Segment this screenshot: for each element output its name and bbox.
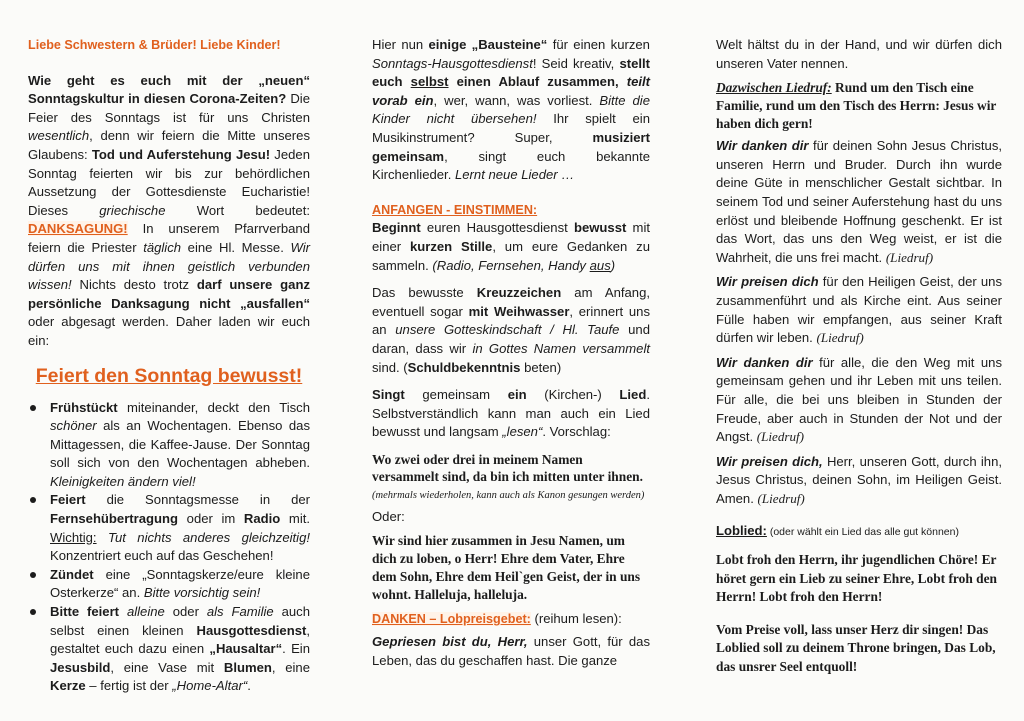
hymn-verse-2: Vom Preise voll, lass unser Herz dir singen! Das Loblied soll zu deinem Throne bringen, Das Lob, das unsrer Seel entquoll! (716, 621, 996, 674)
intro-paragraph: Wie geht es euch mit der „neuen“ Sonntagskultur in diesen Corona-Zeiten? Die Feier des Sonntags ist für uns Christen wesentlich, denn wir feiern die Mitte unseres Glaubens: Tod und Auferstehung Jesu! Jeden Sonntag feierten wir bis zur behördlichen Aussetzung der Gottesdienste Eucharistie! Dieses griechische Wort bedeutet: DANKSAGUNG! In unserem Pfarrverband feiern die Priester täglich eine Hl. Messe. Wir dürfen uns mit ihnen geistlich verbunden wissen! Nichts desto trotz darf unsere ganz persönliche Danksagung nicht „ausfallen“ oder abgesagt werden. Daher laden wir euch ein: (28, 72, 310, 348)
prayer-paragraph: Wir danken dir für alle, die den Weg mit uns gemeinsam gehen und ihr Leben mit uns teilen. Für alle, die bei uns bleiben in Stunden der Freude, aber auch in Stunden der Not und der Angst. (Liedruf) (716, 354, 1003, 445)
liedruf-paragraph: Dazwischen Liedruf: Rund um den Tisch eine Familie, rund um den Tisch des Herrn: Jesus wir haben dich gern! (716, 80, 997, 132)
song-text-2: Wir sind hier zusammen in Jesu Namen, um dich zu loben, o Herr! Ehre dem Vater, Ehre dem Sohn, Ehre dem Heil`gen Geist, der in uns wohnt. Halleluja, halleluja. (372, 533, 641, 603)
list-item: Feiert die Sonntagsmesse in der Fernsehübertragung oder im Radio mit. Wichtig: Tut nichts anderes gleichzeitig! Konzentriert euch auf das Geschehen! (28, 491, 310, 565)
bausteine-paragraph: Hier nun einige „Bausteine“ für einen kurzen Sonntags-Hausgottesdienst! Seid kreativ, stellt euch selbst einen Ablauf zusammen, teilt vorab ein, wer, wann, was vorliest. Bitte die Kinder nicht übersehen! Ihr spielt ein Musikinstrument? Super, musiziert gemeinsam, singt euch bekannte Kirchenlieder. Lernt neue Lieder … (372, 37, 650, 183)
oder-label: Oder: (372, 508, 405, 524)
prayer-paragraph: Wir danken dir für deinen Sohn Jesus Christus, unseren Herrn und Bruder. Durch ihn wurde deine Güte in menschlicher Gestalt sichtbar. In seinem Tod und seiner Auferstehung hast du uns erlöst und bleibende Hoffnung geschenkt. Er ist das Wort, das uns den Weg weist, er ist die Wahrheit, die uns frei macht. (Liedruf) (716, 138, 1003, 265)
bullet-icon (30, 497, 36, 503)
singt-paragraph: Singt gemeinsam ein (Kirchen-) Lied. Selbstverständlich kann man auch ein Lied bewusst und langsam „lesen“. Vorschlag: (372, 387, 650, 440)
hymn-verse-1: Lobt froh den Herrn, ihr jugendlichen Chöre! Er höret gern ein Lieb zu seiner Ehre, Lobt froh den Herrn! Lobt froh den Herrn! (716, 552, 997, 605)
lobpreis-continued: Welt hältst du in der Hand, und wir dürfen dich unseren Vater nennen. (716, 37, 1002, 71)
prayer-paragraph: Wir preisen dich, Herr, unseren Gott, durch ihn, Jesus Christus, deinen Sohn, im Heiligen Geist. Amen. (Liedruf) (716, 453, 1002, 506)
list-item: Zündet eine „Sonntagskerze/eure kleine Osterkerze“ an. Bitte vorsichtig sein! (28, 566, 310, 603)
column-right (716, 0, 1002, 721)
song-text-1: Wo zwei oder drei in meinem Namen versammelt sind, da bin ich mitten unter ihnen. (mehrmals wiederholen, kann auch als Kanon gesungen werden) (372, 451, 645, 501)
kreuzzeichen-paragraph: Das bewusste Kreuzzeichen am Anfang, eventuell sogar mit Weihwasser, erinnert uns an unsere Gotteskindschaft / Hl. Taufe und daran, dass wir in Gottes Namen versammelt sind. (Schuldbekenntnis beten) (372, 285, 650, 375)
list-item: Frühstückt miteinander, deckt den Tisch schöner als an Wochentagen. Ebenso das Mittagessen, die Kaffee-Jause. Der Sonntag soll sich von den Wochentagen abheben. Kleinigkeiten ändern viel! (28, 399, 310, 492)
section-heading-danken: DANKEN – Lobpreisgebet: (reihum lesen): (372, 611, 622, 627)
anfangen-paragraph: Beginnt euren Hausgottesdienst bewusst mit einer kurzen Stille, um eure Gedanken zu sammeln. (Radio, Fernsehen, Handy aus) (372, 220, 650, 273)
lobpreis-paragraph: Gepriesen bist du, Herr, unser Gott, für das Leben, das du geschaffen hast. Die ganze (372, 634, 650, 668)
section-heading-anfangen: ANFANGEN - EINSTIMMEN: (372, 202, 538, 217)
list-item: Bitte feiert alleine oder als Familie auch selbst einen kleinen Hausgottesdienst, gestaltet euch dazu einen „Hausaltar“. Ein Jesusbild, eine Vase mit Blumen, eine Kerze – fertig ist der „Home-Altar“. (28, 603, 310, 696)
bullet-icon (30, 405, 36, 411)
bullet-icon (30, 572, 36, 578)
column-left (28, 0, 310, 721)
bullet-list (28, 399, 310, 697)
loblied-heading: Loblied: (oder wählt ein Lied das alle gut können) (716, 523, 959, 539)
greeting: Liebe Schwestern & Brüder! Liebe Kinder! (28, 38, 281, 52)
page-title: Feiert den Sonntag bewusst! (35, 364, 303, 387)
column-middle (372, 0, 650, 721)
prayer-paragraph: Wir preisen dich für den Heiligen Geist, der uns zusammenführt und als Kirche eint. Aus seiner Fülle haben wir empfangen, aus seiner Kraft dürfen wir leben. (Liedruf) (716, 274, 1002, 346)
bullet-icon (30, 609, 36, 615)
